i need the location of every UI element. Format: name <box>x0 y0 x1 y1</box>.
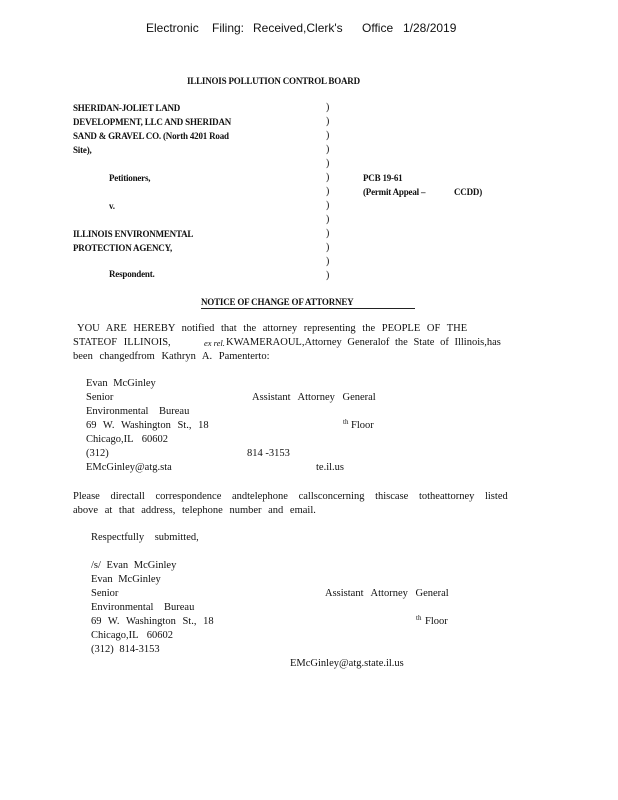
caption-paren: ) <box>326 270 330 281</box>
board-title: ILLINOIS POLLUTION CONTROL BOARD <box>187 76 360 86</box>
signature-closing: Respectfully submitted, <box>91 532 199 543</box>
petitioner-line-1: SHERIDAN-JOLIET LAND <box>73 103 181 113</box>
signature-title-aag: Assistant Attorney General <box>325 588 449 599</box>
signature-bureau: Environmental Bureau <box>91 602 195 613</box>
filing-header-electronic: Electronic <box>146 21 199 35</box>
signature-floor-sup: th <box>416 614 422 622</box>
signature-phone: (312) 814-3153 <box>91 644 160 655</box>
signature-sig: /s/ Evan McGinley <box>91 560 177 571</box>
signature-street: 69 W. Washington St., 18 <box>91 616 214 627</box>
caption-paren: ) <box>326 144 330 155</box>
filing-header-office: Office <box>362 21 394 35</box>
body-p1-line3: been changedfrom Kathryn A. Pamenterto: <box>73 351 270 362</box>
versus-label: v. <box>109 201 115 211</box>
attorney-email-a: EMcGinley@atg.sta <box>86 462 172 473</box>
filing-header-received: Received,Clerk's <box>253 21 343 35</box>
attorney-name: Evan McGinley <box>86 378 156 389</box>
caption-paren: ) <box>326 102 330 113</box>
signature-city: Chicago,IL 60602 <box>91 630 174 641</box>
petitioner-line-2: DEVELOPMENT, LLC AND SHERIDAN <box>73 117 232 127</box>
attorney-bureau: Environmental Bureau <box>86 406 190 417</box>
attorney-street: 69 W. Washington St., 18 <box>86 420 209 431</box>
signature-title-senior: Senior <box>91 588 119 599</box>
notice-title-underline <box>201 308 415 309</box>
caption-paren: ) <box>326 228 330 239</box>
caption-paren: ) <box>326 130 330 141</box>
filing-header-date: 1/28/2019 <box>403 21 457 35</box>
petitioners-label: Petitioners, <box>109 173 151 183</box>
caption-paren: ) <box>326 242 330 253</box>
caption-paren: ) <box>326 214 330 225</box>
attorney-title-senior: Senior <box>86 392 114 403</box>
caption-paren: ) <box>326 256 330 267</box>
filing-header-filing: Filing: <box>212 21 245 35</box>
petitioner-line-3: SAND & GRAVEL CO. (North 4201 Road <box>73 131 229 141</box>
caption-paren: ) <box>326 186 330 197</box>
case-number: PCB 19-61 <box>363 173 403 183</box>
signature-name: Evan McGinley <box>91 574 161 585</box>
signature-email: EMcGinley@atg.state.il.us <box>290 658 404 669</box>
caption-paren: ) <box>326 200 330 211</box>
respondent-line-1: ILLINOIS ENVIRONMENTAL <box>73 229 194 239</box>
case-type-suffix: CCDD) <box>454 187 482 197</box>
body-p1-line2-a: STATEOF ILLINOIS, <box>73 337 171 348</box>
petitioner-line-4: Site), <box>73 145 92 155</box>
attorney-floor-sup: th <box>343 418 349 426</box>
body-p2-line2: above at that address, telephone number and email. <box>73 505 316 516</box>
attorney-city: Chicago,IL 60602 <box>86 434 169 445</box>
respondent-label: Respondent. <box>109 269 155 279</box>
case-type: (Permit Appeal – <box>363 187 426 197</box>
body-p1-line1: YOU ARE HEREBY notified that the attorney representing the PEOPLE OF THE <box>77 323 468 334</box>
body-p1-line2-b: KWAMERAOUL,Attorney Generalof the State of Illinois,has <box>226 337 501 348</box>
attorney-floor: Floor <box>351 420 374 431</box>
attorney-email-b: te.il.us <box>316 462 344 473</box>
signature-floor: Floor <box>425 616 448 627</box>
body-p2-line1: Please directall correspondence andtelephone callsconcerning thiscase totheattorney listed <box>73 491 508 502</box>
caption-paren: ) <box>326 116 330 127</box>
attorney-title-aag: Assistant Attorney General <box>252 392 376 403</box>
attorney-phone-area: (312) <box>86 448 109 459</box>
caption-paren: ) <box>326 158 330 169</box>
notice-title: NOTICE OF CHANGE OF ATTORNEY <box>201 297 354 307</box>
caption-paren: ) <box>326 172 330 183</box>
respondent-line-2: PROTECTION AGENCY, <box>73 243 173 253</box>
body-ex-rel: ex rel. <box>204 338 225 348</box>
attorney-phone-number: 814 -3153 <box>247 448 290 459</box>
